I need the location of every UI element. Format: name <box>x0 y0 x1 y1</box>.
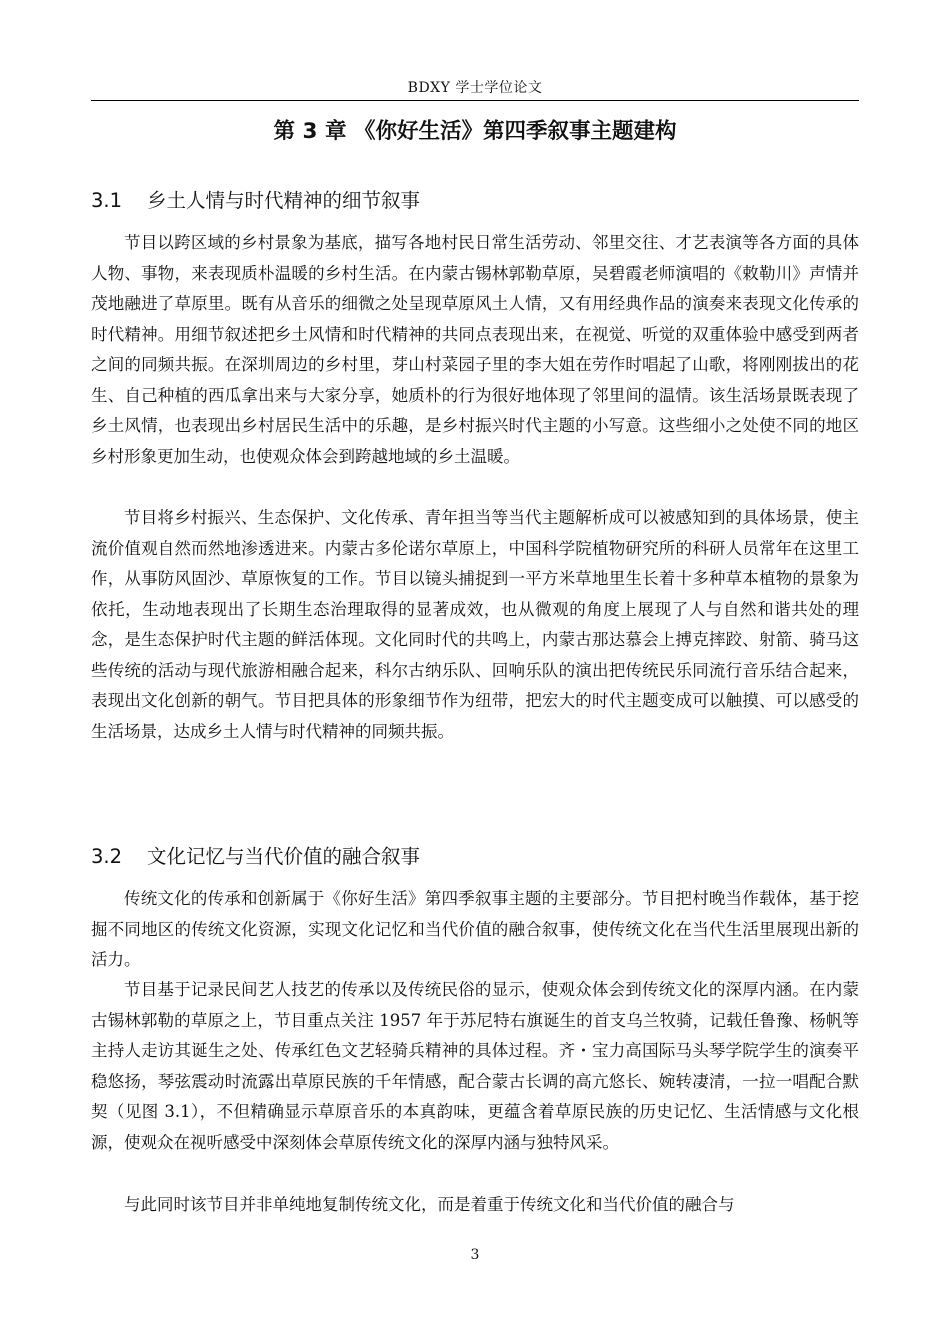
paragraph: 传统文化的传承和创新属于《你好生活》第四季叙事主题的主要部分。节目把村晚当作载体，基于挖掘不同地区的传统文化资源，实现文化记忆和当代价值的融合叙事，使传统文化在当代生活里展现出新的活力。 <box>91 889 859 969</box>
section-number: 3.1 <box>91 189 123 212</box>
paragraph: 节目基于记录民间艺人技艺的传承以及传统民俗的显示，使观众体会到传统文化的深厚内涵。在内蒙古锡林郭勒的草原之上，节目重点关注 1957 年于苏尼特右旗诞生的首支乌兰牧骑，记载任鲁豫、杨帆等主持人走访其诞生之处、传承红色文艺轻骑兵精神的具体过程。齐・宝力高国际马头琴学院学生的演奏平稳悠扬，琴弦震动时流露出草原民族的千年情感，配合蒙古长调的高亢悠长、婉转凄清，一拉一唱配合默契（见图 3.1），不但精确显示草原音乐的本真韵味，更蕴含着草原民族的历史记忆、生活情感与文化根源，使观众在视听感受中深刻体会草原传统文化的深厚内涵与独特风采。 <box>91 980 859 1152</box>
section-heading-3-1 <box>91 185 420 213</box>
chapter-title: 第 3 章 《你好生活》第四季叙事主题建构 <box>273 119 677 144</box>
section-heading-3-2 <box>91 841 420 869</box>
paragraph: 节目以跨区域的乡村景象为基底，描写各地村民日常生活劳动、邻里交往、才艺表演等各方面的具体人物、事物，来表现质朴温暖的乡村生活。在内蒙古锡林郭勒草原，吴碧霞老师演唱的《敕勒川》声情并茂地融进了草原里。既有从音乐的细微之处呈现草原风土人情，又有用经典作品的演奏来表现文化传承的时代精神。用细节叙述把乡土风情和时代精神的共同点表现出来，在视觉、听觉的双重体验中感受到两者之间的同频共振。在深圳周边的乡村里，芽山村菜园子里的李大姐在劳作时唱起了山歌，将刚刚拔出的花生、自己种植的西瓜拿出来与大家分享，她质朴的行为很好地体现了邻里间的温情。该生活场景既表现了乡土风情，也表现出乡村居民生活中的乐趣，是乡村振兴时代主题的小写意。这些细小之处使不同的地区乡村形象更加生动，也使观众体会到跨越地域的乡土温暖。 <box>91 233 859 466</box>
header-rule <box>91 100 859 101</box>
page-number: 3 <box>470 1247 480 1263</box>
paragraph: 节目将乡村振兴、生态保护、文化传承、青年担当等当代主题解析成可以被感知到的具体场景，使主流价值观自然而然地渗透进来。内蒙古多伦诺尔草原上，中国科学院植物研究所的科研人员常年在这里工作，从事防风固沙、草原恢复的工作。节目以镜头捕捉到一平方米草地里生长着十多种草本植物的景象为依托，生动地表现出了长期生态治理取得的显著成效，也从微观的角度上展现了人与自然和谐共处的理念，是生态保护时代主题的鲜活体现。文化同时代的共鸣上，内蒙古那达慕会上搏克摔跤、射箭、骑马这些传统的活动与现代旅游相融合起来，科尔古纳乐队、回响乐队的演出把传统民乐同流行音乐结合起来，表现出文化创新的朝气。节目把具体的形象细节作为纽带，把宏大的时代主题变成可以触摸、可以感受的生活场景，达成乡土人情与时代精神的同频共振。 <box>91 508 859 741</box>
running-header: BDXY 学士学位论文 <box>407 80 543 96</box>
section-number: 3.2 <box>91 845 123 868</box>
section-title: 乡土人情与时代精神的细节叙事 <box>147 189 421 212</box>
paragraph: 与此同时该节目并非单纯地复制传统文化，而是着重于传统文化和当代价值的融合与 <box>124 1195 735 1214</box>
section-title: 文化记忆与当代价值的融合叙事 <box>147 845 421 868</box>
